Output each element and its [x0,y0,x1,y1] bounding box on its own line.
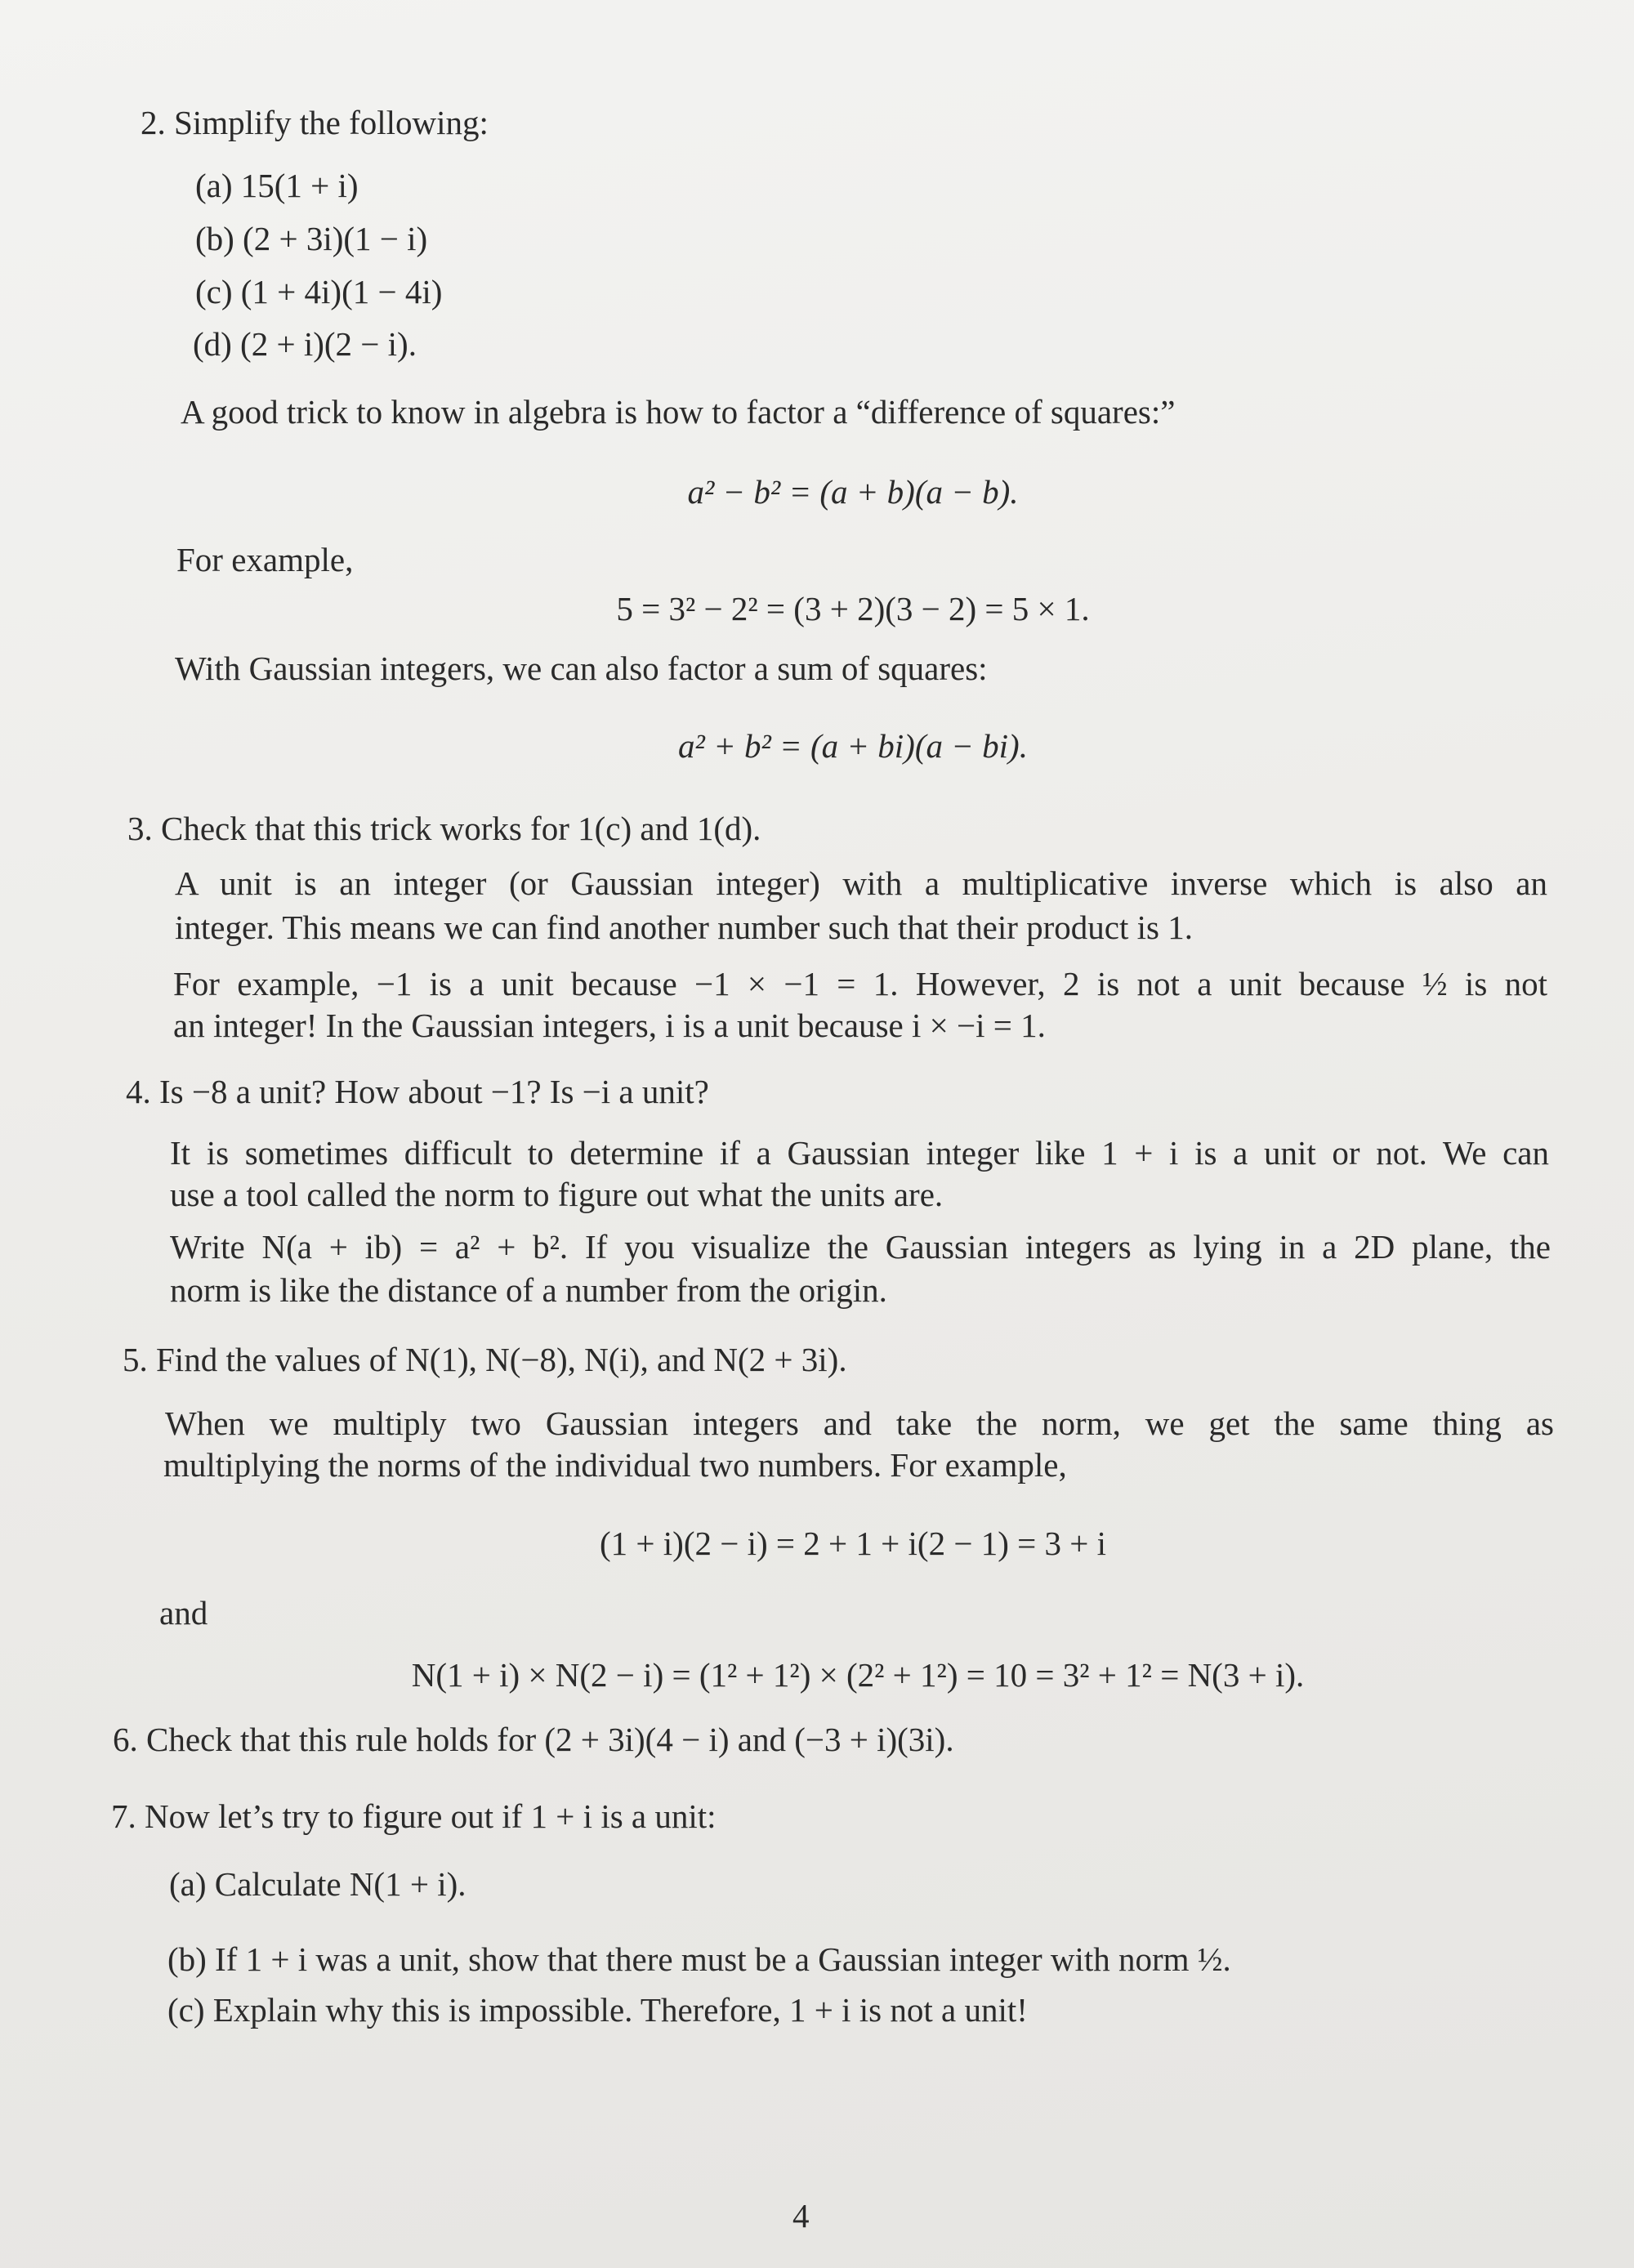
unit-definition-line-2: integer. This means we can find another number such that their product is 1. [175,909,1193,946]
problem-7c: (c) Explain why this is impossible. Therefore, 1 + i is not a unit! [167,1991,1028,2029]
problem-2b: (b) (2 + 3i)(1 − i) [195,220,428,257]
norm-intro-line-1: It is sometimes difficult to determine if a Gaussian integer like 1 + i is a unit or not. We can [170,1134,1549,1172]
problem-6: 6. Check that this rule holds for (2 + 3i)(4 − i) and (−3 + i)(3i). [113,1721,954,1758]
equation-difference-of-squares: a² − b² = (a + b)(a − b). [687,473,1019,511]
norm-multiplicative-line-1: When we multiply two Gaussian integers and take the norm, we get the same thing as [165,1404,1554,1442]
problem-2c: (c) (1 + 4i)(1 − 4i) [195,273,443,310]
norm-definition-line-2: norm is like the distance of a number from the origin. [170,1271,887,1309]
problem-3: 3. Check that this trick works for 1(c) and 1(d). [127,810,761,847]
unit-example-line-1: For example, −1 is a unit because −1 × −1 = 1. However, 2 is not a unit because ½ is not [173,965,1547,1002]
problem-4: 4. Is −8 a unit? How about −1? Is −i a unit? [126,1073,709,1110]
problem-7: 7. Now let’s try to figure out if 1 + i is a unit: [111,1797,717,1835]
problem-5: 5. Find the values of N(1), N(−8), N(i), and N(2 + 3i). [123,1341,847,1378]
norm-multiplicative-line-2: multiplying the norms of the individual two numbers. For example, [163,1446,1067,1484]
problem-7a: (a) Calculate N(1 + i). [169,1865,467,1903]
difference-of-squares-text: A good trick to know in algebra is how to factor a “difference of squares:” [181,393,1176,431]
equation-example: 5 = 3² − 2² = (3 + 2)(3 − 2) = 5 × 1. [616,590,1090,627]
unit-example-line-2: an integer! In the Gaussian integers, i is a unit because i × −i = 1. [173,1007,1046,1044]
problem-2: 2. Simplify the following: [141,104,489,141]
norm-intro-line-2: use a tool called the norm to figure out what the units are. [170,1176,944,1213]
page-number: 4 [792,2197,810,2235]
unit-definition-line-1: A unit is an integer (or Gaussian integer) with a multiplicative inverse which is also an [175,864,1547,902]
norm-definition-line-1: Write N(a + ib) = a² + b². If you visualize the Gaussian integers as lying in a 2D plane, the [170,1228,1551,1266]
for-example-text: For example, [176,541,354,578]
sum-of-squares-text: With Gaussian integers, we can also factor a sum of squares: [175,650,988,687]
equation-product: (1 + i)(2 − i) = 2 + 1 + i(2 − 1) = 3 + i [600,1525,1106,1562]
equation-norm-product: N(1 + i) × N(2 − i) = (1² + 1²) × (2² + 1²) = 10 = 3² + 1² = N(3 + i). [411,1656,1305,1694]
problem-2a: (a) 15(1 + i) [195,167,359,204]
problem-7b: (b) If 1 + i was a unit, show that there must be a Gaussian integer with norm ½. [167,1940,1231,1978]
problem-2d: (d) (2 + i)(2 − i). [193,325,417,363]
and-text: and [159,1594,208,1632]
equation-sum-of-squares: a² + b² = (a + bi)(a − bi). [678,727,1028,765]
